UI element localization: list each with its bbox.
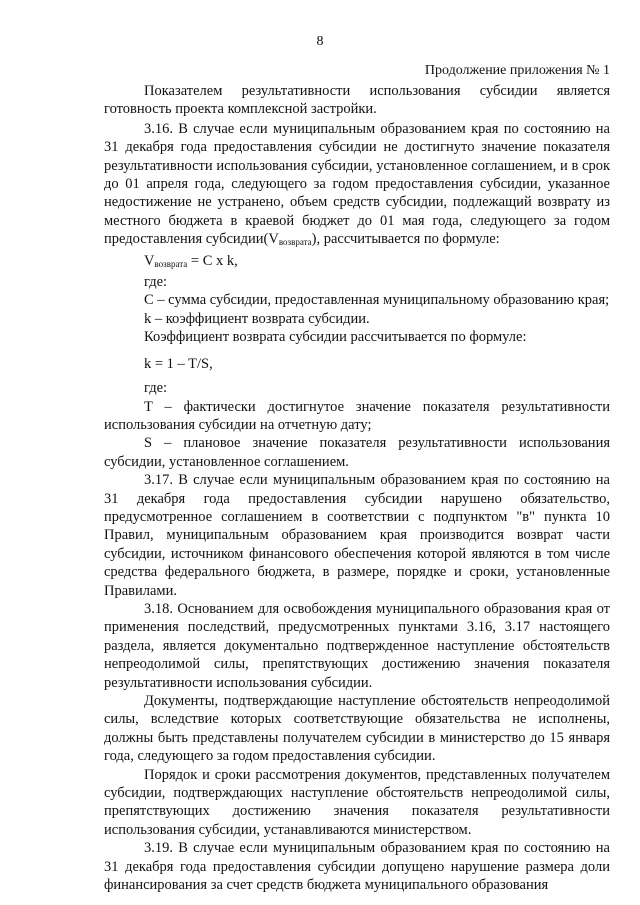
paragraph-result-indicator: Показателем результативности использования субсидии является готовность проекта комплексной застройки.: [104, 83, 610, 118]
paragraph-3-17: 3.17. В случае если муниципальным образованием края по состоянию на 31 декабря года предоставления субсидии нарушено обязательство, предусмотренное соглашением в соответствии с подпунктом "в" пункта 10 Правил, муниципальным образованием края производится возврат части субсидии, источником финансового обеспечения которой являются в том числе средства федерального бюджета, в размере, порядке и сроки, установленные Правилами.: [104, 472, 610, 599]
definition-s: S – плановое значение показателя результативности использования субсидии, установленное соглашением.: [104, 435, 610, 470]
definition-k: k – коэффициент возврата субсидии.: [144, 310, 370, 327]
definition-t: T – фактически достигнутое значение показателя результативности использования субсидии на отчетную дату;: [104, 398, 610, 433]
paragraph-3-16-subscript: возврата: [278, 237, 312, 248]
page-number: 8: [316, 34, 324, 49]
paragraph-3-16-text-end: ), рассчитывается по формуле:: [311, 231, 500, 248]
document-body: [104, 82, 610, 894]
paragraph-3-18: 3.18. Основанием для освобождения муниципального образования края от применения последствий, предусмотренных пунктами 3.16, 3.17 настоящего раздела, является документально подтвержденное наступление обстоятельств непреодолимой силы, препятствующих достижению значения показателя результативности использования субсидии.: [104, 600, 610, 691]
paragraph-3-16: [104, 120, 610, 252]
paragraph-3-19: 3.19. В случае если муниципальным образованием края по состоянию на 31 декабря года предоставления субсидии допущено нарушение размера доли финансирования за счет средств бюджета муниципального образования: [104, 840, 610, 894]
paragraph-documents: Документы, подтверждающие наступление обстоятельств непреодолимой силы, вследствие которых соответствующие обязательства не исполнены, должны быть представлены получателем субсидии в министерство до 15 января года, следующего за годом предоставления субсидии.: [104, 693, 610, 765]
where-label-2: где:: [144, 380, 168, 397]
definition-c: С – сумма субсидии, предоставленная муниципальному образованию края;: [144, 292, 610, 309]
paragraph-order: Порядок и сроки рассмотрения документов, представленных получателем субсидии, подтверждающих наступление обстоятельств непреодолимой силы, препятствующих достижению значения показателя результативности использования субсидии, устанавливаются министерством.: [104, 766, 610, 838]
formula-refund-volume-subscript: возврата: [154, 258, 188, 269]
formula-refund-volume-rest: = С х k,: [187, 252, 238, 269]
formula-refund-volume: [104, 252, 610, 273]
formula-coefficient: k = 1 – T/S,: [144, 355, 213, 372]
paragraph-3-16-text: 3.16. В случае если муниципальным образованием края по состоянию на 31 декабря года предоставления субсидии не достигнуто значение показателя результативности использования субсидии, установленное соглашением, и в срок до 01 апреля года, следующего за годом предоставления субсидии, указанное недостижение не устранено, объем средств субсидии, подлежащий возврату из местного бюджета в краевой бюджет до 01 мая года, следующего за годом предоставления субсидии(V: [104, 120, 610, 248]
formula-refund-volume-v: V: [144, 252, 155, 269]
where-label-1: где:: [144, 274, 168, 291]
appendix-continuation-note: Продолжение приложения № 1: [424, 63, 610, 78]
coefficient-intro: Коэффициент возврата субсидии рассчитывается по формуле:: [144, 329, 527, 346]
